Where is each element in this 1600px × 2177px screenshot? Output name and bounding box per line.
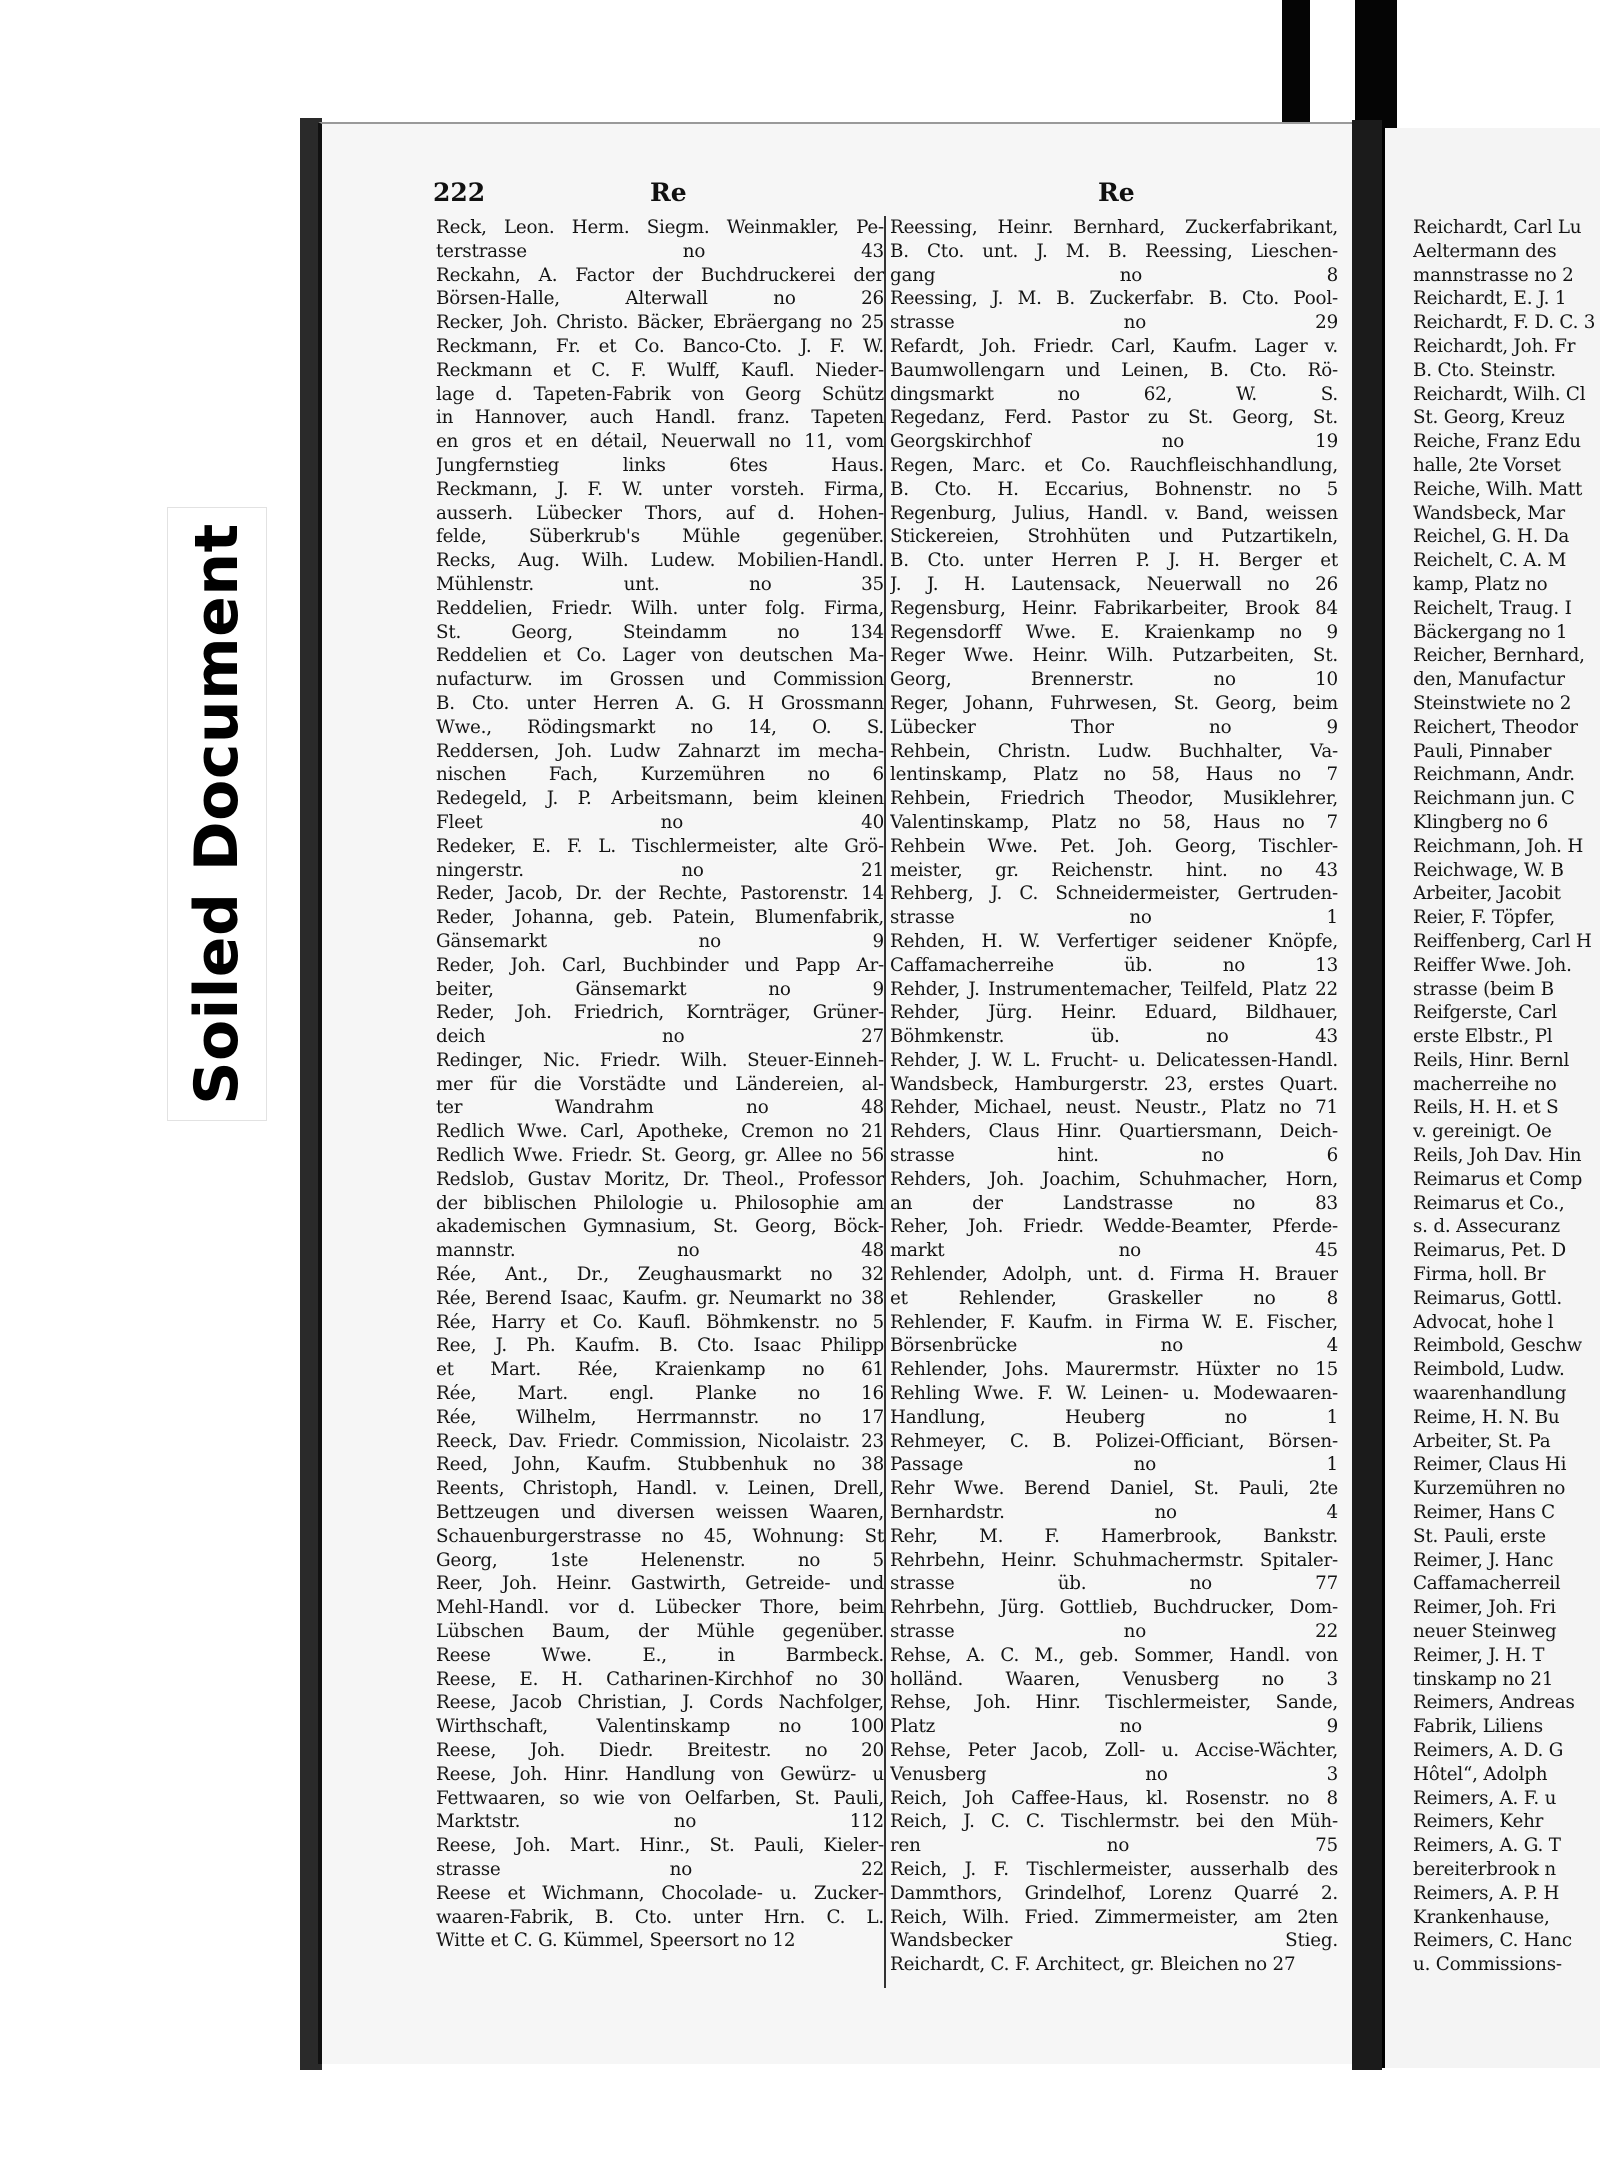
entry-line: Börsenbrücke no 4 [890, 1335, 1338, 1357]
entry-line: ausserh. Lübecker Thors, auf d. Hohen- [436, 502, 884, 524]
entry-line: Aeltermann des [1413, 240, 1557, 262]
entry-line: en gros et en détail, Neuerwall no 11, vom [436, 431, 884, 453]
entry-line: akademischen Gymnasium, St. Georg, Böck- [436, 1216, 884, 1238]
entry-line: terstrasse no 43 [436, 240, 884, 262]
entry-line: Reichardt, C. F. Architect, gr. Bleichen no 27 [890, 1954, 1296, 1976]
entry-line: nufacturw. im Grossen und Commission [436, 669, 884, 691]
entry-line: Lübschen Baum, der Mühle gegenüber. [436, 1621, 884, 1643]
entry-line: Reimer, Claus Hi [1413, 1454, 1567, 1476]
entry-line: Wirthschaft, Valentinskamp no 100 [436, 1716, 884, 1738]
entry-line: J. J. H. Lautensack, Neuerwall no 26 [890, 573, 1338, 595]
entry-line: Rehder, J. W. L. Frucht- u. Delicatessen-Handl. [890, 1049, 1338, 1071]
entry-line: der biblischen Philologie u. Philosophie am [436, 1192, 884, 1214]
entry-line: Georgskirchhof no 19 [890, 431, 1338, 453]
entry-line: B. Cto. unter Herren P. J. H. Berger et [890, 550, 1338, 572]
entry-line: Reichmann jun. C [1413, 788, 1575, 810]
entry-line: Reese et Wichmann, Chocolade- u. Zucker- [436, 1882, 884, 1904]
entry-line: Rée, Harry et Co. Kaufl. Böhmkenstr. no 5 [436, 1311, 884, 1333]
entry-line: Reils, H. H. et S [1413, 1097, 1559, 1119]
entry-line: Rehder, Jürg. Heinr. Eduard, Bildhauer, [890, 1002, 1338, 1024]
entry-line: kamp, Platz no [1413, 573, 1548, 595]
entry-line: Reese, E. H. Catharinen-Kirchhof no 30 [436, 1668, 884, 1690]
middle-column [890, 216, 1338, 1977]
entry-line: Rehbein, Friedrich Theodor, Musiklehrer, [890, 788, 1338, 810]
entry-line: lentinskamp, Platz no 58, Haus no 7 [890, 764, 1338, 786]
entry-line: Georg, Brennerstr. no 10 [890, 669, 1338, 691]
entry-line: Mehl-Handl. vor d. Lübecker Thore, beim [436, 1597, 884, 1619]
entry-line: Reder, Joh. Friedrich, Kornträger, Grüner- [436, 1002, 884, 1024]
entry-line: erste Elbstr., Pl [1413, 1026, 1553, 1048]
entry-line: Reents, Christoph, Handl. v. Leinen, Drell, [436, 1478, 884, 1500]
entry-line: Reich, J. F. Tischlermeister, ausserhalb des [890, 1858, 1338, 1880]
entry-line: Redlich Wwe. Friedr. St. Georg, gr. Allee no 56 [436, 1145, 884, 1167]
entry-line: Reimer, Hans C [1413, 1502, 1555, 1524]
entry-line: Rée, Mart. engl. Planke no 16 [436, 1383, 884, 1405]
entry-line: Fabrik, Liliens [1413, 1716, 1543, 1738]
entry-line: Reimers, C. Hanc [1413, 1930, 1572, 1952]
entry-line: Rehder, J. Instrumentemacher, Teilfeld, Platz 22 [890, 978, 1338, 1000]
entry-line: Reichardt, Wilh. Cl [1413, 383, 1586, 405]
soiled-document-label [168, 508, 266, 1120]
entry-line: Reimers, Andreas [1413, 1692, 1575, 1714]
entry-line: Rehden, H. W. Verfertiger seidener Knöpfe, [890, 930, 1338, 952]
entry-line: Reimers, A. P. H [1413, 1882, 1560, 1904]
entry-line: strasse no 1 [890, 907, 1338, 929]
entry-line: mannstr. no 48 [436, 1240, 884, 1262]
entry-line: dingsmarkt no 62, W. S. [890, 383, 1338, 405]
entry-line: Reimer, J. Hanc [1413, 1549, 1554, 1571]
entry-line: Reessing, J. M. B. Zuckerfabr. B. Cto. Pool- [890, 288, 1338, 310]
entry-line: Reher, Joh. Friedr. Wedde-Beamter, Pferde- [890, 1216, 1338, 1238]
right-column-heading: Re [1098, 178, 1135, 207]
entry-line: mannstrasse no 2 [1413, 264, 1574, 286]
entry-line: Reich, Joh Caffee-Haus, kl. Rosenstr. no 8 [890, 1787, 1338, 1809]
entry-line: an der Landstrasse no 83 [890, 1192, 1338, 1214]
entry-line: bereiterbrook n [1413, 1858, 1556, 1880]
entry-line: tinskamp no 21 [1413, 1668, 1554, 1690]
entry-line: halle, 2te Vorset [1413, 454, 1561, 476]
entry-line: Rehberg, J. C. Schneidermeister, Gertruden- [890, 883, 1338, 905]
entry-line: Passage no 1 [890, 1454, 1338, 1476]
entry-line: Rehse, Joh. Hinr. Tischlermeister, Sande, [890, 1692, 1338, 1714]
entry-line: Reichardt, Carl Lu [1413, 217, 1582, 238]
entry-line: ter Wandrahm no 48 [436, 1097, 884, 1119]
left-column-heading: Re [650, 178, 687, 207]
entry-line: Marktstr. no 112 [436, 1811, 884, 1833]
entry-line: Rehr Wwe. Berend Daniel, St. Pauli, 2te [890, 1478, 1338, 1500]
entry-line: Ree, J. Ph. Kaufm. B. Cto. Isaac Philipp [436, 1335, 884, 1357]
entry-line: Kurzemühren no [1413, 1478, 1566, 1500]
entry-line: Reimarus, Gottl. [1413, 1287, 1562, 1309]
entry-line: Reichardt, Joh. Fr [1413, 335, 1576, 357]
entry-line: Börsen-Halle, Alterwall no 26 [436, 288, 884, 310]
entry-line: B. Cto. unter Herren A. G. H Grossmann [436, 692, 884, 714]
entry-line: felde, Süberkrub's Mühle gegenüber. [436, 526, 884, 548]
entry-line: Advocat, hohe l [1413, 1311, 1554, 1333]
entry-line: Rehrbehn, Jürg. Gottlieb, Buchdrucker, Dom- [890, 1597, 1338, 1619]
entry-line: Reger, Johann, Fuhrwesen, St. Georg, beim [890, 692, 1338, 714]
entry-line: Reimers, A. F. u [1413, 1787, 1557, 1809]
entry-line: Rehders, Claus Hinr. Quartiersmann, Deich- [890, 1121, 1338, 1143]
entry-line: waarenhandlung [1413, 1383, 1567, 1405]
entry-line: Hôtel“, Adolph [1413, 1763, 1548, 1785]
entry-line: Jungfernstieg links 6tes Haus. [436, 454, 884, 476]
entry-line: Redegeld, J. P. Arbeitsmann, beim kleinen [436, 788, 884, 810]
entry-line: Redinger, Nic. Friedr. Wilh. Steuer-Einneh- [436, 1049, 884, 1071]
column-divider [884, 216, 886, 1988]
entry-line: Venusberg no 3 [890, 1763, 1338, 1785]
entry-line: holländ. Waaren, Venusberg no 3 [890, 1668, 1338, 1690]
entry-line: Bäckergang no 1 [1413, 621, 1568, 643]
entry-line: waaren-Fabrik, B. Cto. unter Hrn. C. L. [436, 1906, 884, 1928]
entry-line: Pauli, Pinnaber [1413, 740, 1552, 762]
entry-line: Caffamacherreihe üb. no 13 [890, 954, 1338, 976]
entry-line: B. Cto. H. Eccarius, Bohnenstr. no 5 [890, 478, 1338, 500]
entry-line: Baumwollengarn und Leinen, B. Cto. Rö- [890, 359, 1338, 381]
entry-line: Reichmann, Joh. H [1413, 835, 1584, 857]
entry-line: Reiffenberg, Carl H [1413, 930, 1592, 952]
entry-line: Mühlenstr. unt. no 35 [436, 573, 884, 595]
entry-line: Reimbold, Ludw. [1413, 1359, 1565, 1381]
entry-line: ren no 75 [890, 1835, 1338, 1857]
entry-line: Reils, Joh Dav. Hin [1413, 1145, 1582, 1167]
entry-line: Redlich Wwe. Carl, Apotheke, Cremon no 21 [436, 1121, 884, 1143]
entry-line: Rehlender, Adolph, unt. d. Firma H. Brauer [890, 1264, 1338, 1286]
entry-line: Reichmann, Andr. [1413, 764, 1575, 786]
entry-line: neuer Steinweg [1413, 1621, 1557, 1643]
entry-line: Rehling Wwe. F. W. Leinen- u. Modewaaren- [890, 1383, 1338, 1405]
entry-line: meister, gr. Reichenstr. hint. no 43 [890, 859, 1338, 881]
entry-line: strasse üb. no 77 [890, 1573, 1338, 1595]
entry-line: Rehrbehn, Heinr. Schuhmachermstr. Spitaler- [890, 1549, 1338, 1571]
entry-line: Reese, Joh. Diedr. Breitestr. no 20 [436, 1740, 884, 1761]
entry-line: macherreihe no [1413, 1073, 1557, 1095]
entry-line: Regedanz, Ferd. Pastor zu St. Georg, St. [890, 407, 1338, 429]
entry-line: Reichwage, W. B [1413, 859, 1564, 881]
entry-line: Reiche, Franz Edu [1413, 431, 1581, 453]
entry-line: Firma, holl. Br [1413, 1264, 1546, 1286]
entry-line: B. Cto. Steinstr. [1413, 359, 1556, 381]
entry-line: Reimarus et Comp [1413, 1168, 1583, 1190]
entry-line: Reer, Joh. Heinr. Gastwirth, Getreide- und [436, 1573, 884, 1595]
entry-line: Reed, John, Kaufm. Stubbenhuk no 38 [436, 1454, 884, 1476]
entry-line: Rehlender, F. Kaufm. in Firma W. E. Fischer, [890, 1311, 1338, 1333]
entry-line: Reese, Joh. Hinr. Handlung von Gewürz- u [436, 1763, 884, 1785]
book-gutter [1352, 120, 1382, 2070]
entry-line: mer für die Vorstädte und Ländereien, al- [436, 1073, 884, 1095]
entry-line: Reimers, A. D. G [1413, 1740, 1564, 1761]
entry-line: Fleet no 40 [436, 811, 884, 833]
entry-line: Reicher, Bernhard, [1413, 645, 1585, 667]
page-number: 222 [433, 178, 486, 207]
entry-line: lage d. Tapeten-Fabrik von Georg Schütz [436, 383, 884, 405]
entry-line: Reichelt, Traug. I [1413, 597, 1572, 619]
entry-line: Reese, Joh. Mart. Hinr., St. Pauli, Kieler- [436, 1835, 884, 1857]
entry-line: Reich, Wilh. Fried. Zimmermeister, am 2ten [890, 1906, 1338, 1928]
entry-line: Wandsbeck, Mar [1413, 502, 1565, 524]
entry-line: Rehbein Wwe. Pet. Joh. Georg, Tischler- [890, 835, 1338, 857]
entry-line: Reddelien, Friedr. Wilh. unter folg. Firma, [436, 597, 884, 619]
entry-line: Reimbold, Geschw [1413, 1335, 1582, 1357]
entry-line: Regen, Marc. et Co. Rauchfleischhandlung, [890, 454, 1338, 476]
entry-line: Rehse, Peter Jacob, Zoll- u. Accise-Wächter, [890, 1740, 1338, 1761]
entry-line: Regensdorff Wwe. E. Kraienkamp no 9 [890, 621, 1338, 643]
entry-line: Rée, Ant., Dr., Zeughausmarkt no 32 [436, 1264, 884, 1286]
entry-line: Recks, Aug. Wilh. Ludew. Mobilien-Handl. [436, 550, 884, 572]
entry-line: Reese, Jacob Christian, J. Cords Nachfolger, [436, 1692, 884, 1714]
entry-line: Rehlender, Johs. Maurermstr. Hüxter no 15 [890, 1359, 1338, 1381]
entry-line: Rehse, A. C. M., geb. Sommer, Handl. von [890, 1644, 1338, 1666]
entry-line: Rehmeyer, C. B. Polizei-Officiant, Börsen- [890, 1430, 1338, 1452]
entry-line: Reckmann, J. F. W. unter vorsteh. Firma, [436, 478, 884, 500]
entry-line: Georg, 1ste Helenenstr. no 5 [436, 1549, 884, 1571]
entry-line: den, Manufactur [1413, 669, 1565, 691]
entry-line: Reichardt, F. D. C. 3 [1413, 312, 1596, 334]
entry-line: Stickereien, Strohhüten und Putzartikeln, [890, 526, 1338, 548]
entry-line: beiter, Gänsemarkt no 9 [436, 978, 884, 1000]
left-column [436, 216, 884, 1953]
entry-line: in Hannover, auch Handl. franz. Tapeten [436, 407, 884, 429]
entry-line: Reimarus et Co., [1413, 1192, 1565, 1214]
entry-line: markt no 45 [890, 1240, 1338, 1262]
entry-line: strasse no 29 [890, 312, 1338, 334]
entry-line: Reger Wwe. Heinr. Wilh. Putzarbeiten, St. [890, 645, 1338, 667]
entry-line: Valentinskamp, Platz no 58, Haus no 7 [890, 811, 1338, 833]
entry-line: Reils, Hinr. Bernl [1413, 1049, 1570, 1071]
entry-line: Refardt, Joh. Friedr. Carl, Kaufm. Lager v. [890, 335, 1338, 357]
entry-line: Bernhardstr. no 4 [890, 1502, 1338, 1524]
entry-line: Reichert, Theodor [1413, 716, 1578, 738]
entry-line: Krankenhause, [1413, 1906, 1550, 1928]
binding-strip [1282, 0, 1310, 128]
entry-line: Platz no 9 [890, 1716, 1338, 1738]
entry-line: Dammthors, Grindelhof, Lorenz Quarré 2. [890, 1882, 1338, 1904]
entry-line: v. gereinigt. Oe [1413, 1121, 1552, 1143]
entry-line: Reddelien et Co. Lager von deutschen Ma- [436, 645, 884, 667]
entry-line: strasse no 22 [890, 1621, 1338, 1643]
entry-line: Rehder, Michael, neust. Neustr., Platz no 71 [890, 1097, 1338, 1119]
entry-line: Redeker, E. F. L. Tischlermeister, alte Grö- [436, 835, 884, 857]
entry-line: Schauenburgerstrasse no 45, Wohnung: St [436, 1525, 884, 1547]
entry-line: Reckahn, A. Factor der Buchdruckerei der [436, 264, 884, 286]
entry-line: Rée, Wilhelm, Herrmannstr. no 17 [436, 1406, 884, 1428]
entry-line: ningerstr. no 21 [436, 859, 884, 881]
entry-line: Reich, J. C. C. Tischlermstr. bei den Müh- [890, 1811, 1338, 1833]
entry-line: Reimarus, Pet. D [1413, 1240, 1566, 1262]
entry-line: St. Georg, Steindamm no 134 [436, 621, 884, 643]
binding-strip [1355, 0, 1397, 132]
entry-line: et Rehlender, Graskeller no 8 [890, 1287, 1338, 1309]
entry-line: Reier, F. Töpfer, [1413, 907, 1555, 929]
entry-line: Reck, Leon. Herm. Siegm. Weinmakler, Pe- [436, 217, 884, 238]
entry-line: B. Cto. unt. J. M. B. Reessing, Lieschen- [890, 240, 1338, 262]
entry-line: Böhmkenstr. üb. no 43 [890, 1026, 1338, 1048]
entry-line: Bettzeugen und diversen weissen Waaren, [436, 1502, 884, 1524]
entry-line: Fettwaaren, so wie von Oelfarben, St. Pauli, [436, 1787, 884, 1809]
entry-line: Rehders, Joh. Joachim, Schuhmacher, Horn, [890, 1168, 1338, 1190]
facing-page-column [1413, 216, 1600, 1977]
entry-line: Wandsbecker Stieg. [890, 1930, 1338, 1952]
entry-line: Reimer, Joh. Fri [1413, 1597, 1556, 1619]
entry-line: Arbeiter, St. Pa [1413, 1430, 1551, 1452]
entry-line: Reime, H. N. Bu [1413, 1406, 1560, 1428]
entry-line: Reddersen, Joh. Ludw Zahnarzt im mecha- [436, 740, 884, 762]
entry-line: Caffamacherreil [1413, 1573, 1561, 1595]
entry-line: Reimers, A. G. T [1413, 1835, 1561, 1857]
entry-line: St. Georg, Kreuz [1413, 407, 1565, 429]
entry-line: Rehbein, Christn. Ludw. Buchhalter, Va- [890, 740, 1338, 762]
entry-line: Reichel, G. H. Da [1413, 526, 1570, 548]
entry-line: Wandsbeck, Hamburgerstr. 23, erstes Quart. [890, 1073, 1338, 1095]
entry-line: Reeck, Dav. Friedr. Commission, Nicolaistr. 23 [436, 1430, 884, 1452]
entry-line: Reiffer Wwe. Joh. [1413, 954, 1572, 976]
entry-line: Klingberg no 6 [1413, 811, 1549, 833]
entry-line: nischen Fach, Kurzemühren no 6 [436, 764, 884, 786]
entry-line: Handlung, Heuberg no 1 [890, 1406, 1338, 1428]
entry-line: Reimer, J. H. T [1413, 1644, 1545, 1666]
entry-line: Arbeiter, Jacobit [1413, 883, 1561, 905]
entry-line: Steinstwiete no 2 [1413, 692, 1572, 714]
entry-line: Recker, Joh. Christo. Bäcker, Ebräergang no 25 [436, 312, 884, 334]
entry-line: strasse hint. no 6 [890, 1145, 1338, 1167]
entry-line: Gänsemarkt no 9 [436, 930, 884, 952]
entry-line: Reifgerste, Carl [1413, 1002, 1557, 1024]
soiled-document-text: Soiled Document [182, 523, 252, 1105]
entry-line: u. Commissions- [1413, 1954, 1562, 1976]
entry-line: St. Pauli, erste [1413, 1525, 1546, 1547]
entry-line: Reder, Johanna, geb. Patein, Blumenfabrik, [436, 907, 884, 929]
entry-line: Regenburg, Julius, Handl. v. Band, weissen [890, 502, 1338, 524]
entry-line: Reichardt, E. J. 1 [1413, 288, 1567, 310]
entry-line: Reichelt, C. A. M [1413, 550, 1567, 572]
entry-line: Reckmann et C. F. Wulff, Kaufl. Nieder- [436, 359, 884, 381]
entry-line: s. d. Assecuranz [1413, 1216, 1560, 1238]
entry-line: Reiche, Wilh. Matt [1413, 478, 1583, 500]
entry-line: gang no 8 [890, 264, 1338, 286]
entry-line: Redslob, Gustav Moritz, Dr. Theol., Professor [436, 1168, 884, 1190]
entry-line: Reese Wwe. E., in Barmbeck. [436, 1644, 884, 1666]
entry-line: Reder, Jacob, Dr. der Rechte, Pastorenstr. 14 [436, 883, 884, 905]
entry-line: Reckmann, Fr. et Co. Banco-Cto. J. F. W. [436, 335, 884, 357]
entry-line: deich no 27 [436, 1026, 884, 1048]
entry-line: Rée, Berend Isaac, Kaufm. gr. Neumarkt no 38 [436, 1287, 884, 1309]
entry-line: et Mart. Rée, Kraienkamp no 61 [436, 1359, 884, 1381]
entry-line: Reessing, Heinr. Bernhard, Zuckerfabrikant, [890, 217, 1338, 238]
entry-line: Rehr, M. F. Hamerbrook, Bankstr. [890, 1525, 1338, 1547]
entry-line: Lübecker Thor no 9 [890, 716, 1338, 738]
entry-line: Regensburg, Heinr. Fabrikarbeiter, Brook 84 [890, 597, 1338, 619]
entry-line: strasse (beim B [1413, 978, 1554, 1000]
entry-line: strasse no 22 [436, 1858, 884, 1880]
entry-line: Reder, Joh. Carl, Buchbinder und Papp Ar- [436, 954, 884, 976]
entry-line: Witte et C. G. Kümmel, Speersort no 12 [436, 1930, 796, 1952]
entry-line: Wwe., Rödingsmarkt no 14, O. S. [436, 716, 884, 738]
entry-line: Reimers, Kehr [1413, 1811, 1544, 1833]
